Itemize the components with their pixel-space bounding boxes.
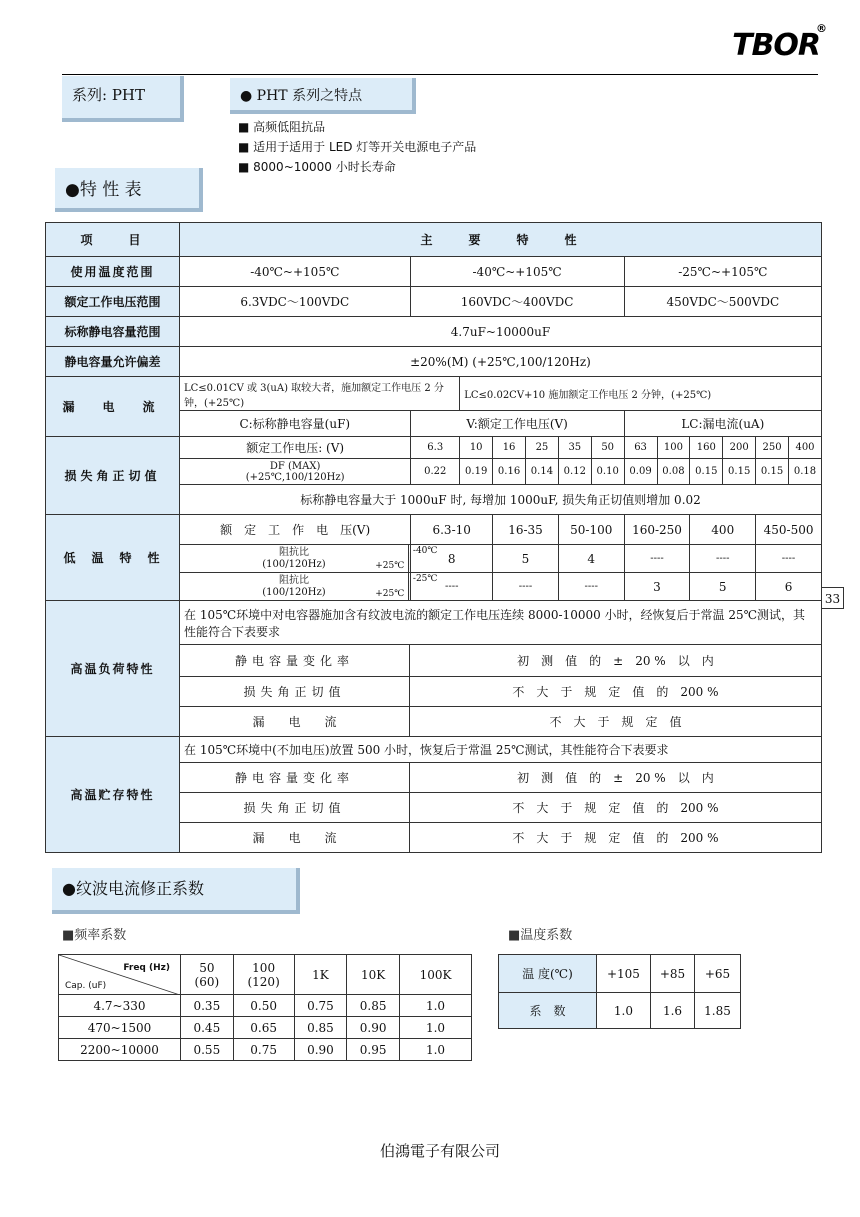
lt-ratio: 5 bbox=[493, 545, 559, 573]
leak-formula-b: LC≤0.02CV+10 施加额定工作电压 2 分钟，(+25℃) bbox=[460, 377, 822, 411]
lt-voltage: 16-35 bbox=[493, 515, 559, 545]
head-item: 项 目 bbox=[46, 223, 180, 257]
freq-val: 1.0 bbox=[400, 1017, 472, 1039]
ripple-title: ●纹波电流修正系数 bbox=[62, 879, 204, 898]
lt-imp-text: 阻抗比 bbox=[278, 546, 309, 558]
load-val: 不 大 于 规 定 值 bbox=[409, 707, 821, 737]
load-desc: 在 105℃环境中对电容器施加含有纹波电流的额定工作电压连续 8000-10000 小时，经恢复后于常温 25℃测试，其性能符合下表要求 bbox=[180, 601, 822, 645]
temp-coef-table bbox=[498, 954, 741, 1029]
df-max-cond: (+25℃,100/120Hz) bbox=[245, 471, 345, 483]
diagonal-line bbox=[409, 545, 410, 573]
freq-val: 0.50 bbox=[233, 995, 294, 1017]
freq-head: 1K bbox=[294, 955, 347, 995]
volt-range: 160VDC～400VDC bbox=[410, 287, 624, 317]
volt-range: 450VDC～500VDC bbox=[624, 287, 821, 317]
lt-ratio: 3 bbox=[624, 573, 690, 601]
tc-val: 1.6 bbox=[650, 993, 694, 1029]
corner-cap: Cap. (uF) bbox=[65, 981, 107, 991]
lowtemp-label: 低 温 特 性 bbox=[46, 515, 180, 601]
lt-ratio: ---- bbox=[624, 545, 690, 573]
lt-ratio: ---- bbox=[756, 545, 822, 573]
df-voltage: 200 bbox=[723, 437, 756, 459]
df-voltage: 35 bbox=[558, 437, 591, 459]
freq-val: 0.65 bbox=[233, 1017, 294, 1039]
freq-val: 0.55 bbox=[181, 1039, 234, 1061]
freq-head: 50 (60) bbox=[181, 955, 234, 995]
store-key: 漏 电 流 bbox=[180, 823, 410, 853]
load-val: 初 测 值 的 ± 20 % 以 内 bbox=[409, 645, 821, 677]
df-value: 0.08 bbox=[657, 459, 690, 485]
store-label: 高温贮存特性 bbox=[46, 737, 180, 853]
spec-tab bbox=[55, 168, 203, 212]
temp-low: -25℃ bbox=[412, 574, 438, 584]
lt-ratio: 5 bbox=[690, 573, 756, 601]
cap-range: 4.7uF~10000uF bbox=[180, 317, 822, 347]
df-value: 0.10 bbox=[591, 459, 624, 485]
df-voltage-label: 额定工作电压: (V) bbox=[180, 437, 411, 459]
freq-table bbox=[58, 954, 472, 1061]
freq-val: 1.0 bbox=[400, 1039, 472, 1061]
store-val: 初 测 值 的 ± 20 % 以 内 bbox=[409, 763, 821, 793]
load-label: 高温负荷特性 bbox=[46, 601, 180, 737]
company-footer: 伯鴻電子有限公司 bbox=[379, 1142, 500, 1160]
lt-ratio: 6 bbox=[756, 573, 822, 601]
df-voltage: 6.3 bbox=[411, 437, 460, 459]
df-voltage: 250 bbox=[756, 437, 789, 459]
lt-ratio: ---- bbox=[411, 573, 493, 601]
feature-list bbox=[238, 118, 476, 178]
df-value: 0.16 bbox=[493, 459, 526, 485]
lt-freq-text: (100/120Hz) bbox=[262, 558, 326, 570]
temp-ref: +25℃ bbox=[375, 561, 405, 571]
lt-temp-ratio-1 bbox=[375, 545, 438, 573]
tc-val: 1.0 bbox=[597, 993, 651, 1029]
df-value: 0.19 bbox=[460, 459, 493, 485]
leak-label: 漏 电 流 bbox=[46, 377, 180, 437]
freq-corner bbox=[59, 955, 181, 995]
lt-ratio: ---- bbox=[558, 573, 624, 601]
freq-cap: 470~1500 bbox=[59, 1017, 181, 1039]
lt-voltage: 50-100 bbox=[558, 515, 624, 545]
tc-val: 1.85 bbox=[695, 993, 741, 1029]
tc-label: 系 数 bbox=[499, 993, 597, 1029]
tc-temp: +65 bbox=[695, 955, 741, 993]
load-key: 损失角正切值 bbox=[180, 677, 410, 707]
freq-val: 0.75 bbox=[294, 995, 347, 1017]
lt-voltage: 450-500 bbox=[756, 515, 822, 545]
df-voltage: 400 bbox=[789, 437, 822, 459]
lt-ratio: 4 bbox=[558, 545, 624, 573]
temp-title: ■温度系数 bbox=[508, 928, 573, 943]
df-voltage: 63 bbox=[624, 437, 657, 459]
freq-val: 0.75 bbox=[233, 1039, 294, 1061]
freq-head: 100K bbox=[400, 955, 472, 995]
tc-temp: +105 bbox=[597, 955, 651, 993]
freq-cap: 2200~10000 bbox=[59, 1039, 181, 1061]
lt-ratio: 8 bbox=[411, 545, 493, 573]
leak-c-def: C:标称静电容量(uF) bbox=[180, 411, 411, 437]
freq-val: 0.45 bbox=[181, 1017, 234, 1039]
df-voltage: 10 bbox=[460, 437, 493, 459]
df-value: 0.15 bbox=[723, 459, 756, 485]
df-voltage: 160 bbox=[690, 437, 723, 459]
df-voltage: 16 bbox=[493, 437, 526, 459]
lt-freq-text: (100/120Hz) bbox=[262, 586, 326, 598]
temp-label: 使用温度范围 bbox=[46, 257, 180, 287]
df-voltage: 50 bbox=[591, 437, 624, 459]
lt-voltage-head: 额 定 工 作 电 压(V) bbox=[180, 515, 411, 545]
df-max-label bbox=[180, 459, 411, 485]
temp-range: -40℃~+105℃ bbox=[180, 257, 411, 287]
lt-voltage: 160-250 bbox=[624, 515, 690, 545]
freq-val: 0.35 bbox=[181, 995, 234, 1017]
load-key: 静电容量变化率 bbox=[180, 645, 410, 677]
page-number-box bbox=[822, 587, 844, 609]
freq-val: 0.85 bbox=[347, 995, 400, 1017]
lt-impedance-label bbox=[180, 545, 409, 573]
freq-val: 0.95 bbox=[347, 1039, 400, 1061]
load-val: 不 大 于 规 定 值 的 200 % bbox=[409, 677, 821, 707]
diagonal-line bbox=[409, 573, 410, 601]
lt-voltage: 6.3-10 bbox=[411, 515, 493, 545]
df-value: 0.12 bbox=[558, 459, 591, 485]
cap-label: 标称静电容量范围 bbox=[46, 317, 180, 347]
store-val: 不 大 于 规 定 值 的 200 % bbox=[409, 823, 821, 853]
feature-item: ■ 高频低阻抗品 bbox=[238, 120, 326, 134]
df-voltage: 25 bbox=[526, 437, 559, 459]
temp-ref: +25℃ bbox=[375, 589, 405, 599]
features-title: ● PHT 系列之特点 bbox=[240, 88, 363, 104]
leak-v-def: V:额定工作电压(V) bbox=[410, 411, 624, 437]
spec-title: ●特 性 表 bbox=[65, 180, 142, 200]
freq-val: 0.85 bbox=[294, 1017, 347, 1039]
df-value: 0.15 bbox=[690, 459, 723, 485]
ripple-tab bbox=[52, 868, 300, 914]
df-note: 标称静电容量大于 1000uF 时, 每增加 1000uF, 损失角正切值则增加 0.02 bbox=[180, 485, 822, 515]
lt-ratio: ---- bbox=[493, 573, 559, 601]
temp-low: -40℃ bbox=[412, 546, 438, 556]
store-key: 损失角正切值 bbox=[180, 793, 410, 823]
tolerance: ±20%(M) (+25℃,100/120Hz) bbox=[180, 347, 822, 377]
df-value: 0.22 bbox=[411, 459, 460, 485]
lt-temp-ratio-2 bbox=[375, 573, 438, 601]
store-val: 不 大 于 规 定 值 的 200 % bbox=[409, 793, 821, 823]
df-value: 0.09 bbox=[624, 459, 657, 485]
series-tab bbox=[62, 76, 184, 122]
spec-table bbox=[45, 222, 822, 853]
registered-mark: ® bbox=[816, 22, 826, 35]
lt-ratio: ---- bbox=[690, 545, 756, 573]
temp-range: -40℃~+105℃ bbox=[410, 257, 624, 287]
page-number: 33 bbox=[824, 592, 841, 606]
tol-label: 静电容量允许偏差 bbox=[46, 347, 180, 377]
volt-label: 额定工作电压范围 bbox=[46, 287, 180, 317]
freq-title: ■频率系数 bbox=[62, 928, 127, 943]
feature-item: ■ 适用于适用于 LED 灯等开关电源电子产品 bbox=[238, 140, 477, 154]
df-voltage: 100 bbox=[657, 437, 690, 459]
volt-range: 6.3VDC～100VDC bbox=[180, 287, 411, 317]
df-max-title: DF (MAX) bbox=[269, 460, 321, 472]
lt-imp-text: 阻抗比 bbox=[278, 574, 309, 586]
df-value: 0.15 bbox=[756, 459, 789, 485]
freq-val: 0.90 bbox=[294, 1039, 347, 1061]
head-main: 主 要 特 性 bbox=[180, 223, 822, 257]
freq-cap: 4.7~330 bbox=[59, 995, 181, 1017]
df-label: 损失角正切值 bbox=[46, 437, 180, 515]
header-rule bbox=[62, 74, 818, 75]
feature-item: ■ 8000~10000 小时长寿命 bbox=[238, 160, 396, 174]
leak-lc-def: LC:漏电流(uA) bbox=[624, 411, 821, 437]
features-tab bbox=[230, 78, 416, 114]
load-key: 漏 电 流 bbox=[180, 707, 410, 737]
tc-temp: +85 bbox=[650, 955, 694, 993]
corner-freq: Freq (Hz) bbox=[123, 963, 170, 973]
freq-val: 0.90 bbox=[347, 1017, 400, 1039]
store-key: 静电容量变化率 bbox=[180, 763, 410, 793]
brand-logo bbox=[732, 22, 826, 63]
freq-head: 100 (120) bbox=[233, 955, 294, 995]
lt-voltage: 400 bbox=[690, 515, 756, 545]
leak-formula-a: LC≤0.01CV 或 3(uA) 取较大者，施加额定工作电压 2 分钟，(+25℃) bbox=[180, 377, 460, 411]
df-value: 0.18 bbox=[789, 459, 822, 485]
tc-head: 温 度(℃) bbox=[499, 955, 597, 993]
store-desc: 在 105℃环境中(不加电压)放置 500 小时，恢复后于常温 25℃测试，其性能符合下表要求 bbox=[180, 737, 822, 763]
series-label: 系列: PHT bbox=[72, 86, 146, 104]
lt-impedance-label bbox=[180, 573, 409, 601]
brand-logo-text: TBOR bbox=[732, 28, 820, 63]
temp-range: -25℃~+105℃ bbox=[624, 257, 821, 287]
df-value: 0.14 bbox=[526, 459, 559, 485]
freq-val: 1.0 bbox=[400, 995, 472, 1017]
freq-head: 10K bbox=[347, 955, 400, 995]
